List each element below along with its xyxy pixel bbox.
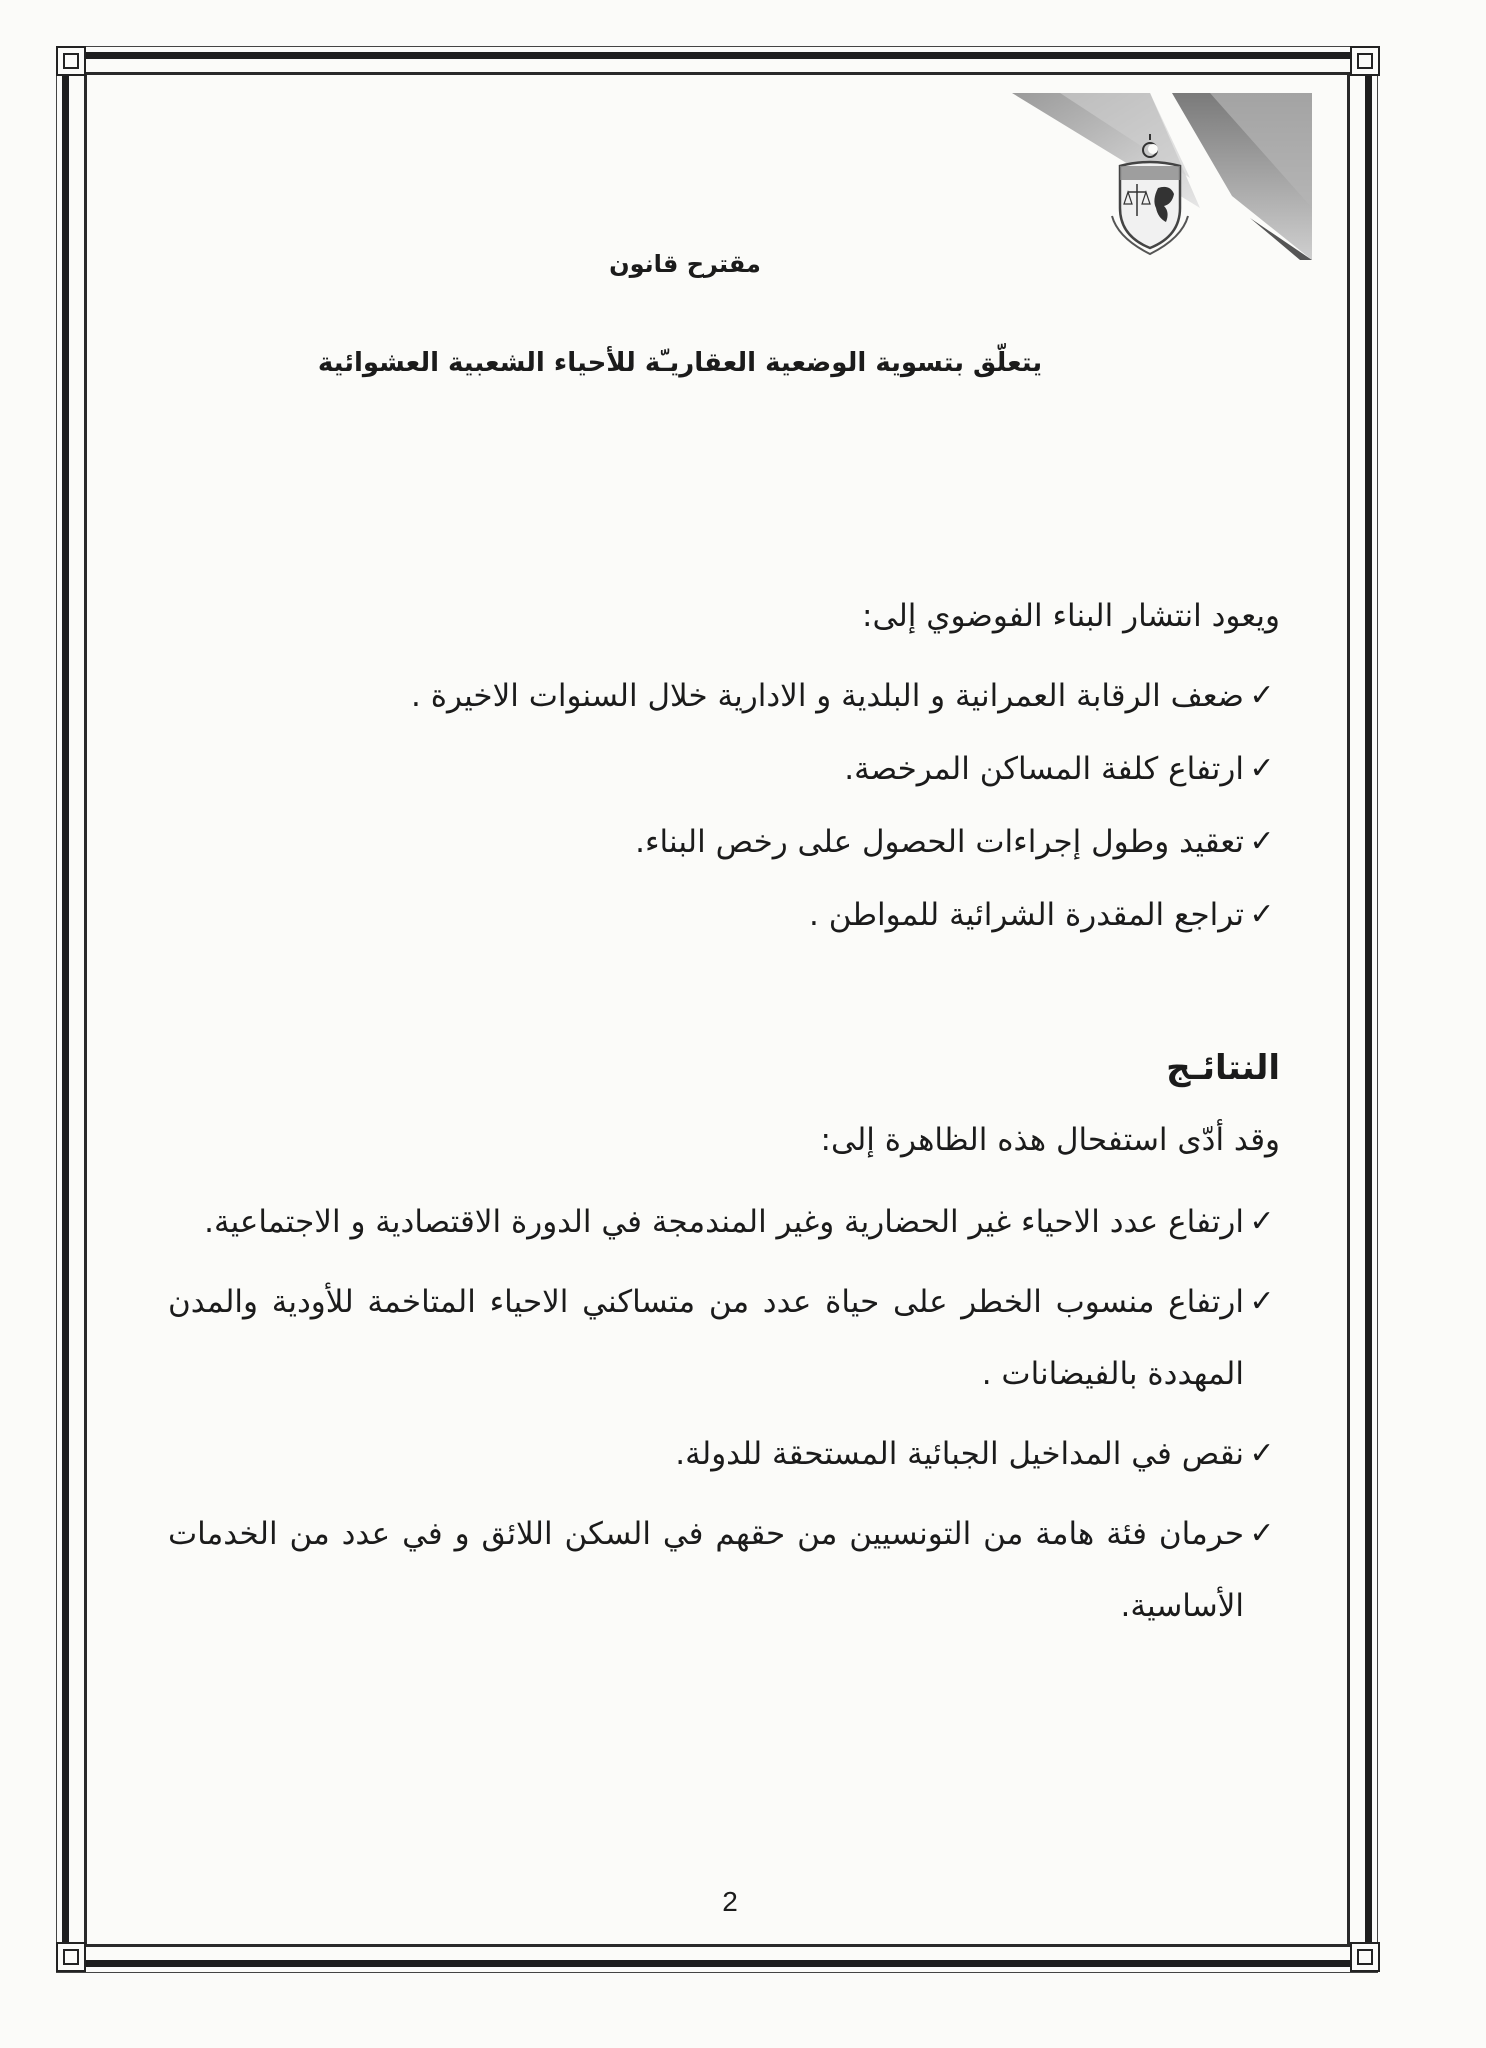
checkmark-icon: ✓ (1249, 1204, 1275, 1239)
frame-corner-ornament (1346, 42, 1386, 82)
checkmark-icon: ✓ (1249, 824, 1275, 859)
list-item-text: ارتفاع عدد الاحياء غير الحضارية وغير المندمجة في الدورة الاقتصادية و الاجتماعية. (204, 1204, 1244, 1240)
parliament-emblem-logo (1000, 88, 1330, 268)
list-item (168, 733, 1280, 805)
list-item (168, 879, 1280, 951)
document-subject-title: يتعلّق بتسوية الوضعية العقاريـّة للأحياء الشعبية العشوائية (317, 348, 1043, 378)
list-item-text: ارتفاع منسوب الخطر على حياة عدد من متساكني الاحياء المتاخمة للأودية والمدن المهددة بالفيضانات . (168, 1284, 1244, 1392)
results-heading: النتائـج (1166, 1048, 1280, 1088)
document-type-title: مقترح قانون (609, 250, 761, 278)
list-item (168, 1418, 1280, 1490)
checkmark-icon: ✓ (1249, 1284, 1275, 1319)
frame-corner-ornament (52, 42, 92, 82)
results-list (168, 1186, 1280, 1650)
checkmark-icon: ✓ (1249, 897, 1275, 932)
results-intro: وقد أدّى استفحال هذه الظاهرة إلى: (820, 1122, 1280, 1158)
list-item (168, 1498, 1280, 1642)
list-item (168, 1186, 1280, 1258)
frame-corner-ornament (1346, 1938, 1386, 1978)
list-item-text: ضعف الرقابة العمرانية و البلدية و الادارية خلال السنوات الاخيرة . (411, 678, 1244, 714)
list-item (168, 806, 1280, 878)
checkmark-icon: ✓ (1249, 1436, 1275, 1471)
list-item-text: تعقيد وطول إجراءات الحصول على رخص البناء. (635, 824, 1244, 860)
checkmark-icon: ✓ (1249, 678, 1275, 713)
causes-list (168, 660, 1280, 952)
list-item-text: حرمان فئة هامة من التونسيين من حقهم في السكن اللائق و في عدد من الخدمات الأساسية. (168, 1516, 1244, 1624)
list-item-text: ارتفاع كلفة المساكن المرخصة. (844, 751, 1244, 787)
page-number: 2 (722, 1886, 738, 1917)
frame-corner-ornament (52, 1938, 92, 1978)
checkmark-icon: ✓ (1249, 751, 1275, 786)
list-item (168, 1266, 1280, 1410)
causes-intro: ويعود انتشار البناء الفوضوي إلى: (862, 598, 1280, 634)
list-item-text: تراجع المقدرة الشرائية للمواطن . (809, 897, 1244, 933)
checkmark-icon: ✓ (1249, 1516, 1275, 1551)
list-item-text: نقص في المداخيل الجبائية المستحقة للدولة. (675, 1436, 1244, 1472)
list-item (168, 660, 1280, 732)
